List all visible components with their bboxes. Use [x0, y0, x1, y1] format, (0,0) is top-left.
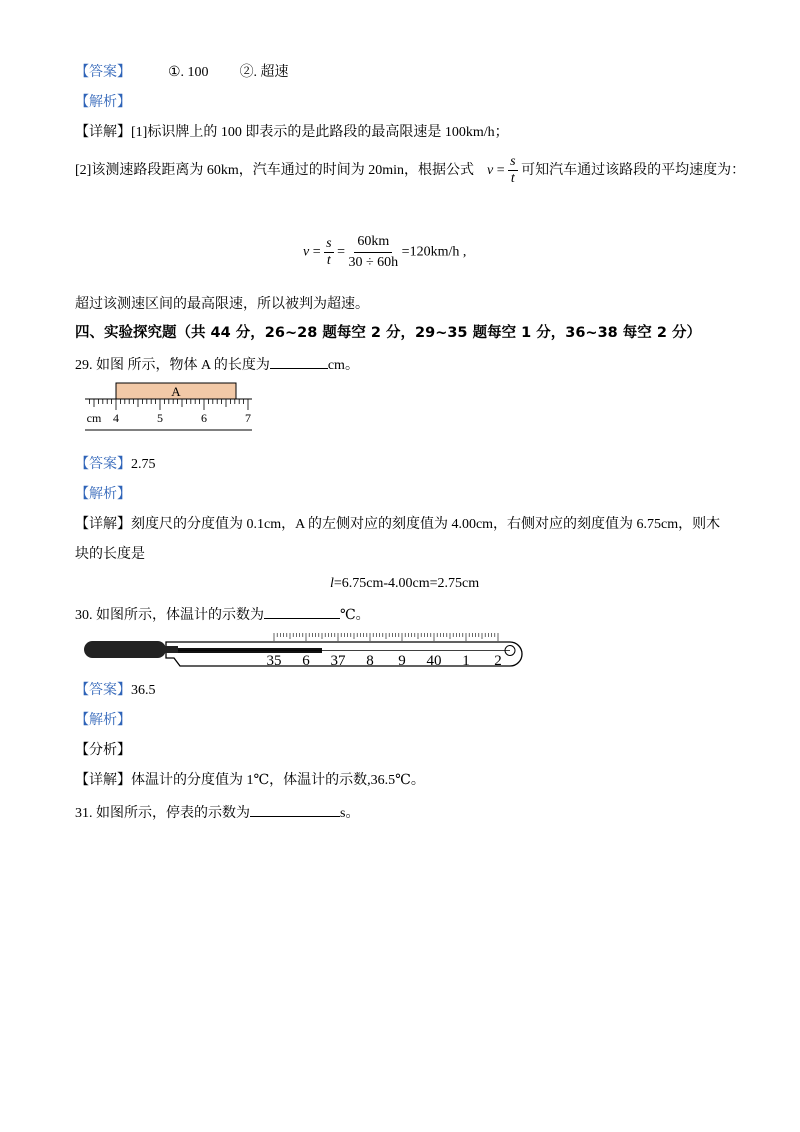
q30-answer: 36.5 [131, 683, 156, 698]
formula-body: =6.75cm-4.00cm=2.75cm [333, 576, 480, 591]
q31-question-unit: s。 [340, 806, 360, 821]
calc-t: t [326, 253, 331, 268]
q29-question-unit: cm。 [327, 358, 359, 373]
q30-question-text: 30. 如图所示，体温计的示数为 [75, 608, 264, 623]
q31-question [75, 802, 359, 823]
q30-question-unit: ℃。 [340, 608, 370, 623]
q28-detail-2 [75, 152, 745, 190]
thermo-label-41: 1 [462, 653, 470, 669]
q29-question [75, 354, 359, 375]
ruler-label-7: 7 [245, 411, 251, 425]
calc-numerator: 60km [354, 232, 392, 253]
q29-answer: 2.75 [131, 457, 156, 472]
q29-question-text: 29. 如图 所示，物体 A 的长度为 [75, 358, 270, 373]
q28-answer-line [75, 64, 289, 82]
q28-conclusion: 超过该测速区间的最高限速，所以被判为超速。 [75, 297, 369, 312]
q31-answer-blank [250, 802, 340, 817]
thermo-label-40: 40 [426, 653, 442, 669]
calc-result: =120km/h , [401, 244, 467, 260]
ruler-label-4: 4 [113, 411, 119, 425]
thermometer-bulb [84, 641, 166, 658]
ruler-label-5: 5 [157, 411, 163, 425]
q30-analysis-line [75, 712, 131, 730]
thermometer-ticks [274, 633, 498, 641]
analysis-tag: 【解析】 [75, 487, 131, 502]
ruler-label-6: 6 [201, 411, 207, 425]
q28-analysis-line [75, 94, 131, 112]
q29-answer-blank [270, 354, 328, 369]
formula-l: l [330, 576, 334, 591]
thermometer-figure [80, 628, 540, 672]
thermo-label-35: 35 [266, 653, 282, 669]
calc-s: s [326, 236, 332, 251]
q30-answer-blank [264, 604, 340, 619]
q28-detail-1: 【详解】[1]标识牌上的 100 即表示的是此路段的最高限速是 100km/h； [75, 125, 509, 140]
thermometer-neck [160, 646, 178, 653]
ruler-figure [80, 378, 260, 434]
ruler-ticks [90, 399, 248, 410]
q31-question-text: 31. 如图所示，停表的示数为 [75, 806, 250, 821]
calc-eq-1: = [312, 244, 321, 260]
analysis-tag: 【解析】 [75, 95, 131, 110]
detail-text: [2]该测速路段距离为 60km，汽车通过的时间为 20min，根据公式 [75, 163, 474, 178]
answer-tag: 【答案】 [75, 683, 131, 698]
q29-answer-line [75, 456, 156, 474]
formula-s: s [510, 154, 516, 170]
object-a-label: A [171, 384, 181, 399]
answer-tag: 【答案】 [75, 65, 131, 80]
calc-eq-2: = [337, 244, 345, 260]
thermo-label-38: 8 [366, 653, 374, 669]
q29-detail-2: 块的长度是 [75, 547, 145, 562]
thermo-label-37: 37 [330, 653, 346, 669]
detail-text-2: 可知汽车通过该路段的平均速度为： [521, 163, 746, 178]
answer-1: ①. 100 [168, 65, 209, 80]
q29-analysis-line [75, 486, 131, 504]
answer-tag: 【答案】 [75, 457, 131, 472]
formula-fraction [508, 154, 517, 187]
thermo-label-36: 6 [302, 653, 310, 669]
q30-question [75, 604, 370, 625]
calc-denominator: 30 ÷ 60h [348, 255, 399, 270]
thermo-label-39: 9 [398, 653, 406, 669]
formula-eq: = [496, 163, 505, 178]
calc-fraction-1 [324, 236, 333, 269]
formula-v: v [487, 163, 494, 178]
q30-detail: 【详解】体温计的分度值为 1℃，体温计的示数,36.5℃。 [75, 773, 425, 788]
answer-2: ②. 超速 [239, 65, 289, 80]
q30-analysis2-line: 【分析】 [75, 743, 131, 758]
calc-v: v [303, 244, 310, 260]
q29-detail-1: 【详解】刻度尺的分度值为 0.1cm，A 的左侧对应的刻度值为 4.00cm，右侧对应的刻度值为 6.75cm，则木 [75, 517, 721, 532]
q28-calculation [303, 232, 466, 273]
q29-formula [330, 575, 479, 593]
calc-fraction-2 [348, 232, 398, 273]
q30-answer-line [75, 682, 156, 700]
ruler-unit: cm [86, 411, 102, 425]
formula-t: t [510, 171, 515, 187]
analysis-tag: 【解析】 [75, 713, 131, 728]
thermo-label-42: 2 [494, 653, 502, 669]
section-title: 四、实验探究题（共 44 分，26~28 题每空 2 分，29~35 题每空 1 分，36~38 每空 2 分） [75, 325, 701, 341]
